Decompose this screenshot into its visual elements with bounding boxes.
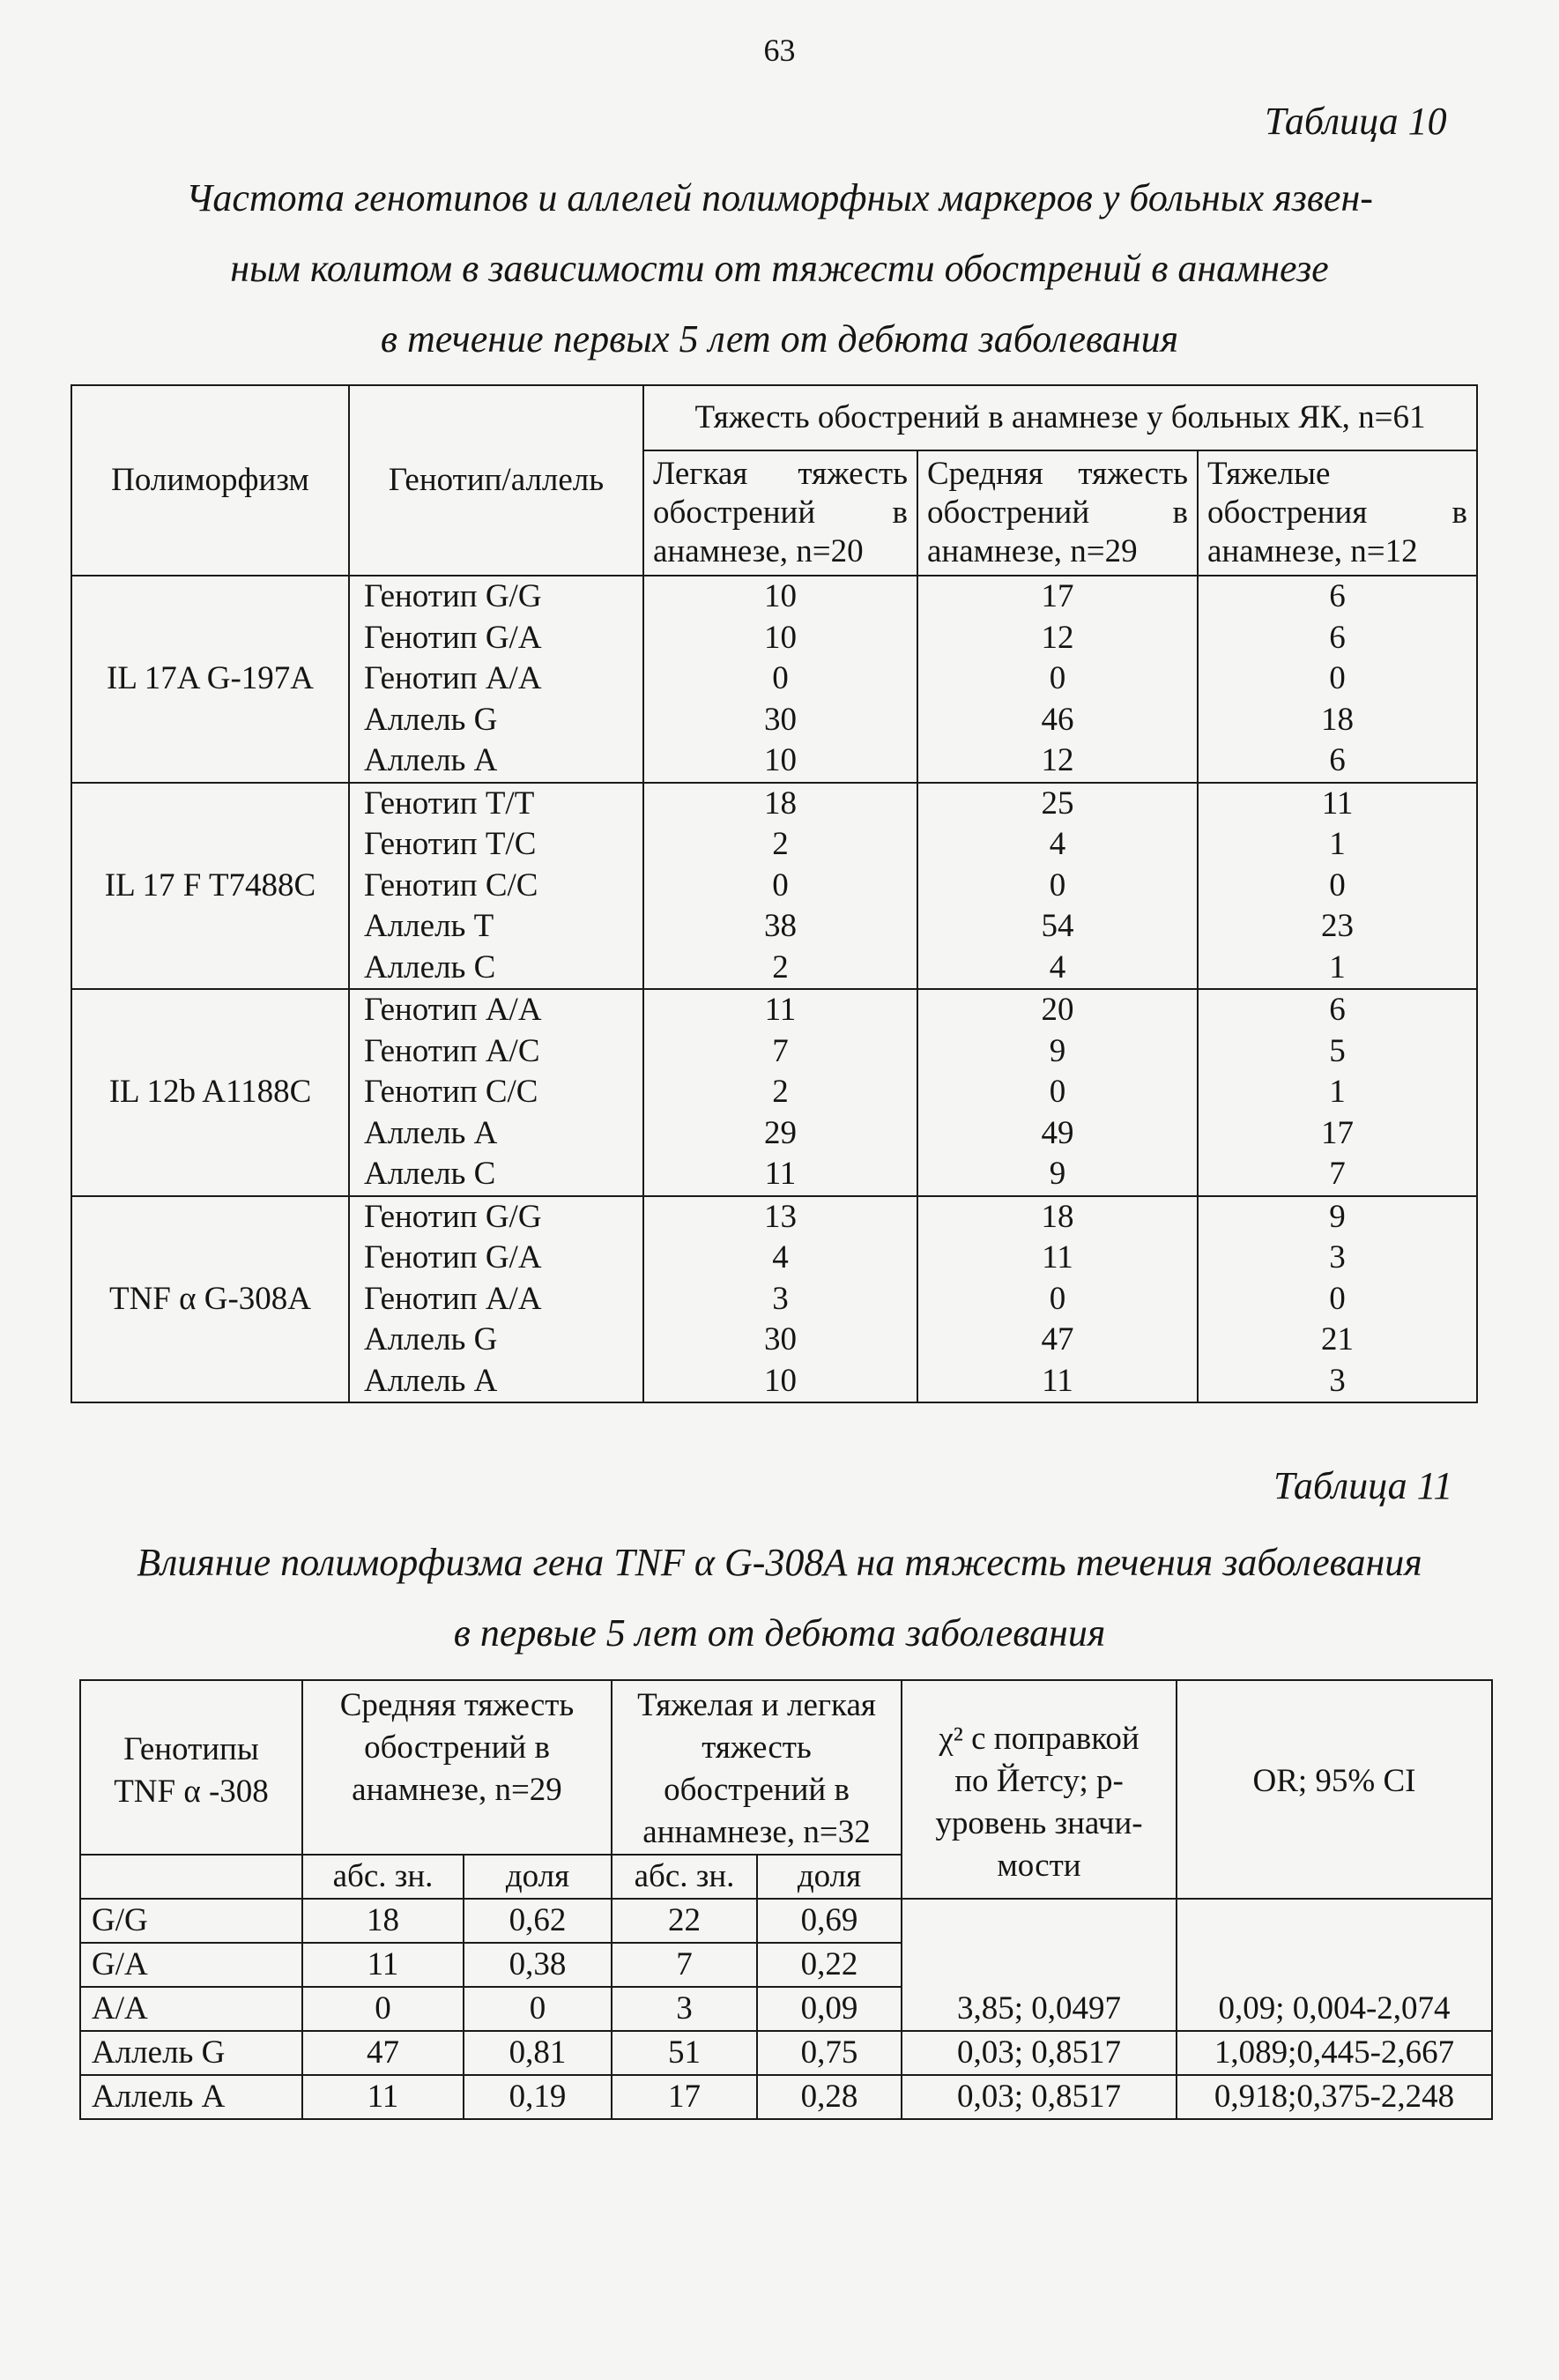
cell-medium: 46 (917, 700, 1198, 741)
header-chi-l2: по Йетсу; р- (954, 1763, 1124, 1799)
cell-light: 4 (643, 1238, 917, 1279)
cell-light: 10 (643, 740, 917, 783)
row-label: Аллель А (349, 1113, 643, 1155)
cell-light: 13 (643, 1196, 917, 1238)
cell-severe: 0 (1198, 1279, 1477, 1320)
header-medium-l1: Средняя тяжесть (339, 1687, 575, 1723)
row-label: Генотип G/G (349, 576, 643, 618)
cell-heavy-abs: 51 (612, 2031, 757, 2075)
cell-severe: 0 (1198, 866, 1477, 907)
header-heavy-light-l3: обострений в (664, 1772, 850, 1808)
cell-severe: 9 (1198, 1196, 1477, 1238)
cell-heavy-share: 0,28 (757, 2075, 902, 2119)
cell-light: 10 (643, 576, 917, 618)
row-label: Генотип A/A (349, 1279, 643, 1320)
cell-severe: 11 (1198, 783, 1477, 825)
cell-severe: 3 (1198, 1238, 1477, 1279)
row-label: Аллель С (349, 948, 643, 990)
table-row (80, 1899, 1492, 1943)
header-severe-l3: анамнезе, n=12 (1207, 533, 1418, 569)
header-light (643, 450, 917, 576)
cell-medium: 49 (917, 1113, 1198, 1155)
group-name: IL 12b A1188C (71, 989, 349, 1196)
cell-light: 2 (643, 948, 917, 990)
header-heavy-light (612, 1680, 902, 1855)
header-or: OR; 95% CI (1177, 1680, 1492, 1899)
cell-severe: 1 (1198, 824, 1477, 866)
cell-medium: 17 (917, 576, 1198, 618)
page-number: 63 (763, 33, 796, 68)
cell-severe: 1 (1198, 1072, 1477, 1113)
cell-light: 11 (643, 1154, 917, 1196)
cell-medium: 12 (917, 740, 1198, 783)
cell-medium: 4 (917, 948, 1198, 990)
cell-severe: 17 (1198, 1113, 1477, 1155)
row-label: Генотип Т/С (349, 824, 643, 866)
cell-medium-abs: 11 (302, 1943, 464, 1987)
cell-medium: 4 (917, 824, 1198, 866)
cell-medium: 18 (917, 1196, 1198, 1238)
header-polymorphism: Полиморфизм (71, 385, 349, 576)
cell-medium: 12 (917, 618, 1198, 659)
cell-heavy-abs: 7 (612, 1943, 757, 1987)
cell-severe: 6 (1198, 618, 1477, 659)
table-11 (79, 1679, 1493, 2120)
cell-severe: 6 (1198, 576, 1477, 618)
header-light-l2: обострений в (653, 495, 908, 531)
row-label: Генотип G/G (349, 1196, 643, 1238)
header-genotypes-l2: TNF α -308 (114, 1774, 269, 1810)
table-11-caption-line-2: в первые 5 лет от дебюта заболевания (453, 1611, 1106, 1655)
header-medium-l2: обострений в (364, 1729, 550, 1766)
row-label: Аллель G (349, 1320, 643, 1361)
cell-severe: 5 (1198, 1031, 1477, 1073)
header-heavy-abs: абс. зн. (612, 1855, 757, 1899)
cell-severe: 7 (1198, 1154, 1477, 1196)
table-11-label: Таблица 11 (1273, 1464, 1453, 1507)
cell-chi: 0,03; 0,8517 (902, 2031, 1177, 2075)
row-label: Аллель А (80, 2075, 302, 2119)
table-10-label: Таблица 10 (1265, 100, 1447, 143)
header-heavy-light-l2: тяжесть (702, 1729, 812, 1766)
header-chi (902, 1680, 1177, 1899)
cell-medium: 9 (917, 1154, 1198, 1196)
row-label: Генотип G/A (349, 618, 643, 659)
cell-medium-abs: 47 (302, 2031, 464, 2075)
row-label: Генотип С/С (349, 866, 643, 907)
cell-light: 2 (643, 824, 917, 866)
cell-severe: 1 (1198, 948, 1477, 990)
cell-light: 2 (643, 1072, 917, 1113)
row-label: G/A (80, 1943, 302, 1987)
row-label: Генотип А/С (349, 1031, 643, 1073)
cell-medium: 11 (917, 1361, 1198, 1403)
row-label: Аллель С (349, 1154, 643, 1196)
header-severity: Тяжесть обострений в анамнезе у больных ЯК, n=61 (643, 385, 1477, 450)
table-row (71, 989, 1477, 1031)
cell-medium: 0 (917, 1072, 1198, 1113)
header-severe-l2: обострения в (1207, 495, 1468, 531)
cell-medium-abs: 18 (302, 1899, 464, 1943)
row-label: A/A (80, 1987, 302, 2031)
table-row (80, 2031, 1492, 2075)
cell-medium-abs: 11 (302, 2075, 464, 2119)
cell-or: 1,089;0,445-2,667 (1177, 2031, 1492, 2075)
cell-light: 30 (643, 1320, 917, 1361)
header-severe (1198, 450, 1477, 576)
header-medium-l3: анамнезе, n=29 (927, 533, 1138, 569)
row-label: G/G (80, 1899, 302, 1943)
header-heavy-light-l4: аннамнезе, n=32 (642, 1814, 871, 1850)
table-row (71, 1196, 1477, 1238)
row-label: Генотип G/A (349, 1238, 643, 1279)
table-row (71, 576, 1477, 618)
cell-medium-share: 0,38 (464, 1943, 612, 1987)
header-light-l3: анамнезе, n=20 (653, 533, 864, 569)
cell-chi: 0,03; 0,8517 (902, 2075, 1177, 2119)
cell-medium: 9 (917, 1031, 1198, 1073)
table-10-caption-line-3: в течение первых 5 лет от дебюта заболевания (380, 317, 1179, 361)
header-heavy-light-l1: Тяжелая и легкая (637, 1687, 876, 1723)
group-name: IL 17 F T7488C (71, 783, 349, 990)
cell-light: 18 (643, 783, 917, 825)
header-genotypes (80, 1680, 302, 1855)
row-label: Аллель A (349, 740, 643, 783)
cell-light: 7 (643, 1031, 917, 1073)
header-light-l1: Легкая тяжесть (653, 456, 908, 492)
cell-light: 11 (643, 989, 917, 1031)
header-chi-l3: уровень значи- (935, 1805, 1143, 1841)
row-label: Аллель A (349, 1361, 643, 1403)
cell-medium-share: 0,19 (464, 2075, 612, 2119)
table-10-caption-line-2: ным колитом в зависимости от тяжести обострений в анамнезе (230, 247, 1329, 290)
cell-medium-share: 0,81 (464, 2031, 612, 2075)
row-label: Аллель G (80, 2031, 302, 2075)
cell-genotype-chi: 3,85; 0,0497 (902, 1899, 1177, 2031)
cell-severe: 21 (1198, 1320, 1477, 1361)
table-11-caption-line-1: Влияние полиморфизма гена TNF α G-308A на тяжесть течения заболевания (137, 1541, 1422, 1584)
header-chi-l1: χ² с поправкой (939, 1721, 1140, 1757)
cell-severe: 3 (1198, 1361, 1477, 1403)
row-label: Генотип С/С (349, 1072, 643, 1113)
cell-medium: 11 (917, 1238, 1198, 1279)
header-medium-abs: абс. зн. (302, 1855, 464, 1899)
cell-medium: 0 (917, 1279, 1198, 1320)
cell-medium: 47 (917, 1320, 1198, 1361)
cell-light: 29 (643, 1113, 917, 1155)
header-medium (302, 1680, 612, 1855)
header-medium-share: доля (464, 1855, 612, 1899)
cell-light: 30 (643, 700, 917, 741)
row-label: Аллель Т (349, 906, 643, 948)
table-11-header-row-1 (80, 1680, 1492, 1855)
cell-light: 10 (643, 618, 917, 659)
cell-medium: 0 (917, 866, 1198, 907)
header-chi-l4: мости (997, 1848, 1081, 1884)
group-name: TNF α G-308A (71, 1196, 349, 1403)
header-heavy-share: доля (757, 1855, 902, 1899)
header-medium-l2: обострений в (927, 495, 1188, 531)
table-10-caption-line-1: Частота генотипов и аллелей полиморфных маркеров у больных язвен- (186, 176, 1373, 219)
cell-severe: 6 (1198, 740, 1477, 783)
table-row (80, 2075, 1492, 2119)
cell-medium-share: 0 (464, 1987, 612, 2031)
cell-light: 3 (643, 1279, 917, 1320)
cell-severe: 0 (1198, 658, 1477, 700)
cell-heavy-share: 0,75 (757, 2031, 902, 2075)
cell-severe: 23 (1198, 906, 1477, 948)
row-label: Генотип Т/Т (349, 783, 643, 825)
header-genotype: Генотип/аллель (349, 385, 643, 576)
cell-or: 0,918;0,375-2,248 (1177, 2075, 1492, 2119)
cell-medium: 20 (917, 989, 1198, 1031)
cell-heavy-abs: 3 (612, 1987, 757, 2031)
cell-heavy-share: 0,22 (757, 1943, 902, 1987)
cell-medium: 25 (917, 783, 1198, 825)
table-10 (71, 384, 1478, 1403)
row-label: Аллель G (349, 700, 643, 741)
cell-medium: 54 (917, 906, 1198, 948)
table-row (71, 783, 1477, 825)
header-genotypes-l1: Генотипы (123, 1731, 259, 1767)
cell-heavy-abs: 22 (612, 1899, 757, 1943)
group-name: IL 17A G-197A (71, 576, 349, 783)
cell-light: 0 (643, 658, 917, 700)
cell-genotype-or: 0,09; 0,004-2,074 (1177, 1899, 1492, 2031)
row-label: Генотип A/A (349, 658, 643, 700)
row-label: Генотип А/А (349, 989, 643, 1031)
cell-severe: 18 (1198, 700, 1477, 741)
cell-light: 10 (643, 1361, 917, 1403)
cell-light: 0 (643, 866, 917, 907)
cell-medium: 0 (917, 658, 1198, 700)
cell-heavy-share: 0,09 (757, 1987, 902, 2031)
header-medium (917, 450, 1198, 576)
header-severe-l1: Тяжелые (1207, 456, 1331, 492)
cell-severe: 6 (1198, 989, 1477, 1031)
header-medium-l3: анамнезе, n=29 (352, 1772, 562, 1808)
cell-medium-abs: 0 (302, 1987, 464, 2031)
cell-medium-share: 0,62 (464, 1899, 612, 1943)
table-10-header-row-1 (71, 385, 1477, 450)
cell-heavy-abs: 17 (612, 2075, 757, 2119)
header-genotypes-empty (80, 1855, 302, 1899)
cell-heavy-share: 0,69 (757, 1899, 902, 1943)
cell-light: 38 (643, 906, 917, 948)
header-medium-l1: Средняя тяжесть (927, 456, 1188, 492)
